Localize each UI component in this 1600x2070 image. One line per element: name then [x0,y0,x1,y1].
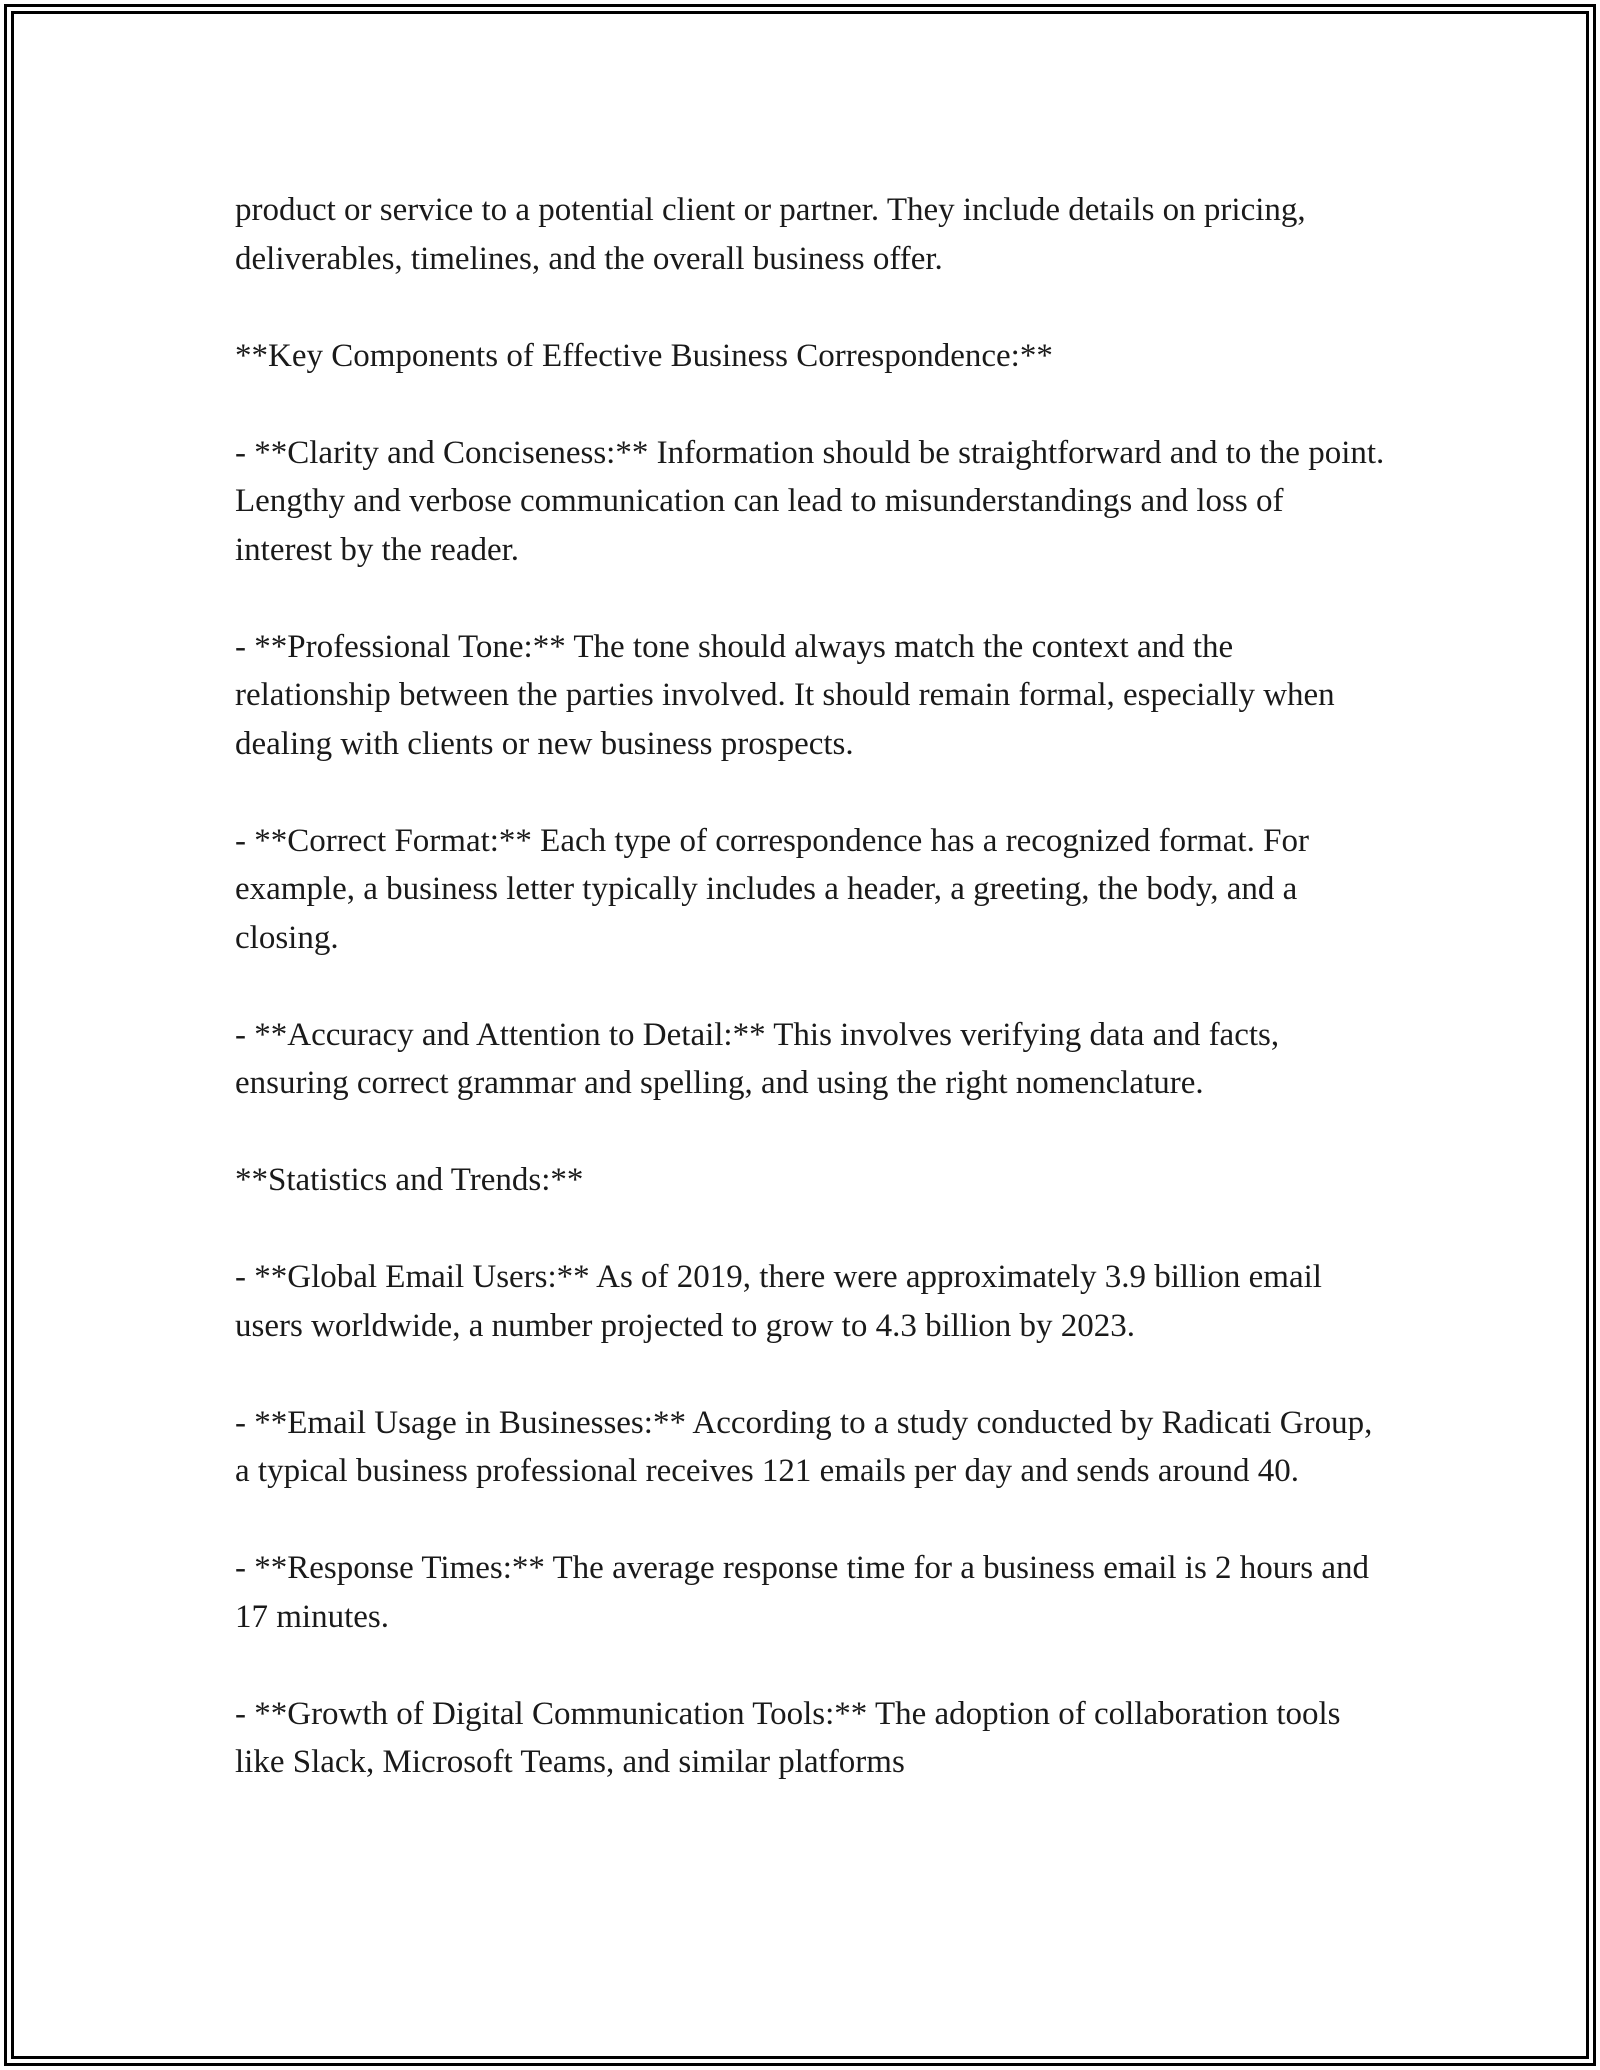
paragraph-intro-continuation: product or service to a potential client or partner. They include details on pricing, deliverables, timelines, and the overall business offer. [235,192,1306,277]
list-item-response-times: - **Response Times:** The average response time for a business email is 2 hours and 17 minutes. [235,1550,1370,1635]
list-item-email-usage: - **Email Usage in Businesses:** According to a study conducted by Radicati Group, a typical business professional receives 121 emails per day and sends around 40. [235,1404,1373,1489]
document-body [235,186,1385,1835]
heading-statistics: **Statistics and Trends:** [235,1162,584,1198]
heading-key-components: **Key Components of Effective Business Correspondence:** [235,337,1053,374]
list-item-global-email-users: - **Global Email Users:** As of 2019, there were approximately 3.9 billion email users worldwide, a number projected to grow to 4.3 billion by 2023. [235,1259,1322,1344]
list-item-digital-tools: - **Growth of Digital Communication Tools:** The adoption of collaboration tools like Slack, Microsoft Teams, and similar platforms [235,1695,1341,1780]
list-item-professional-tone: - **Professional Tone:** The tone should always match the context and the relationship between the parties involved. It should remain formal, especially when dealing with clients or new business prospects. [235,628,1335,762]
list-item-accuracy: - **Accuracy and Attention to Detail:** This involves verifying data and facts, ensuring correct grammar and spelling, and using the right nomenclature. [235,1016,1280,1101]
list-item-clarity: - **Clarity and Conciseness:** Information should be straightforward and to the point. Lengthy and verbose communication can lead to misunderstandings and loss of interest by the reader. [235,434,1385,568]
list-item-correct-format: - **Correct Format:** Each type of correspondence has a recognized format. For example, a business letter typically includes a header, a greeting, the body, and a closing. [235,822,1309,956]
